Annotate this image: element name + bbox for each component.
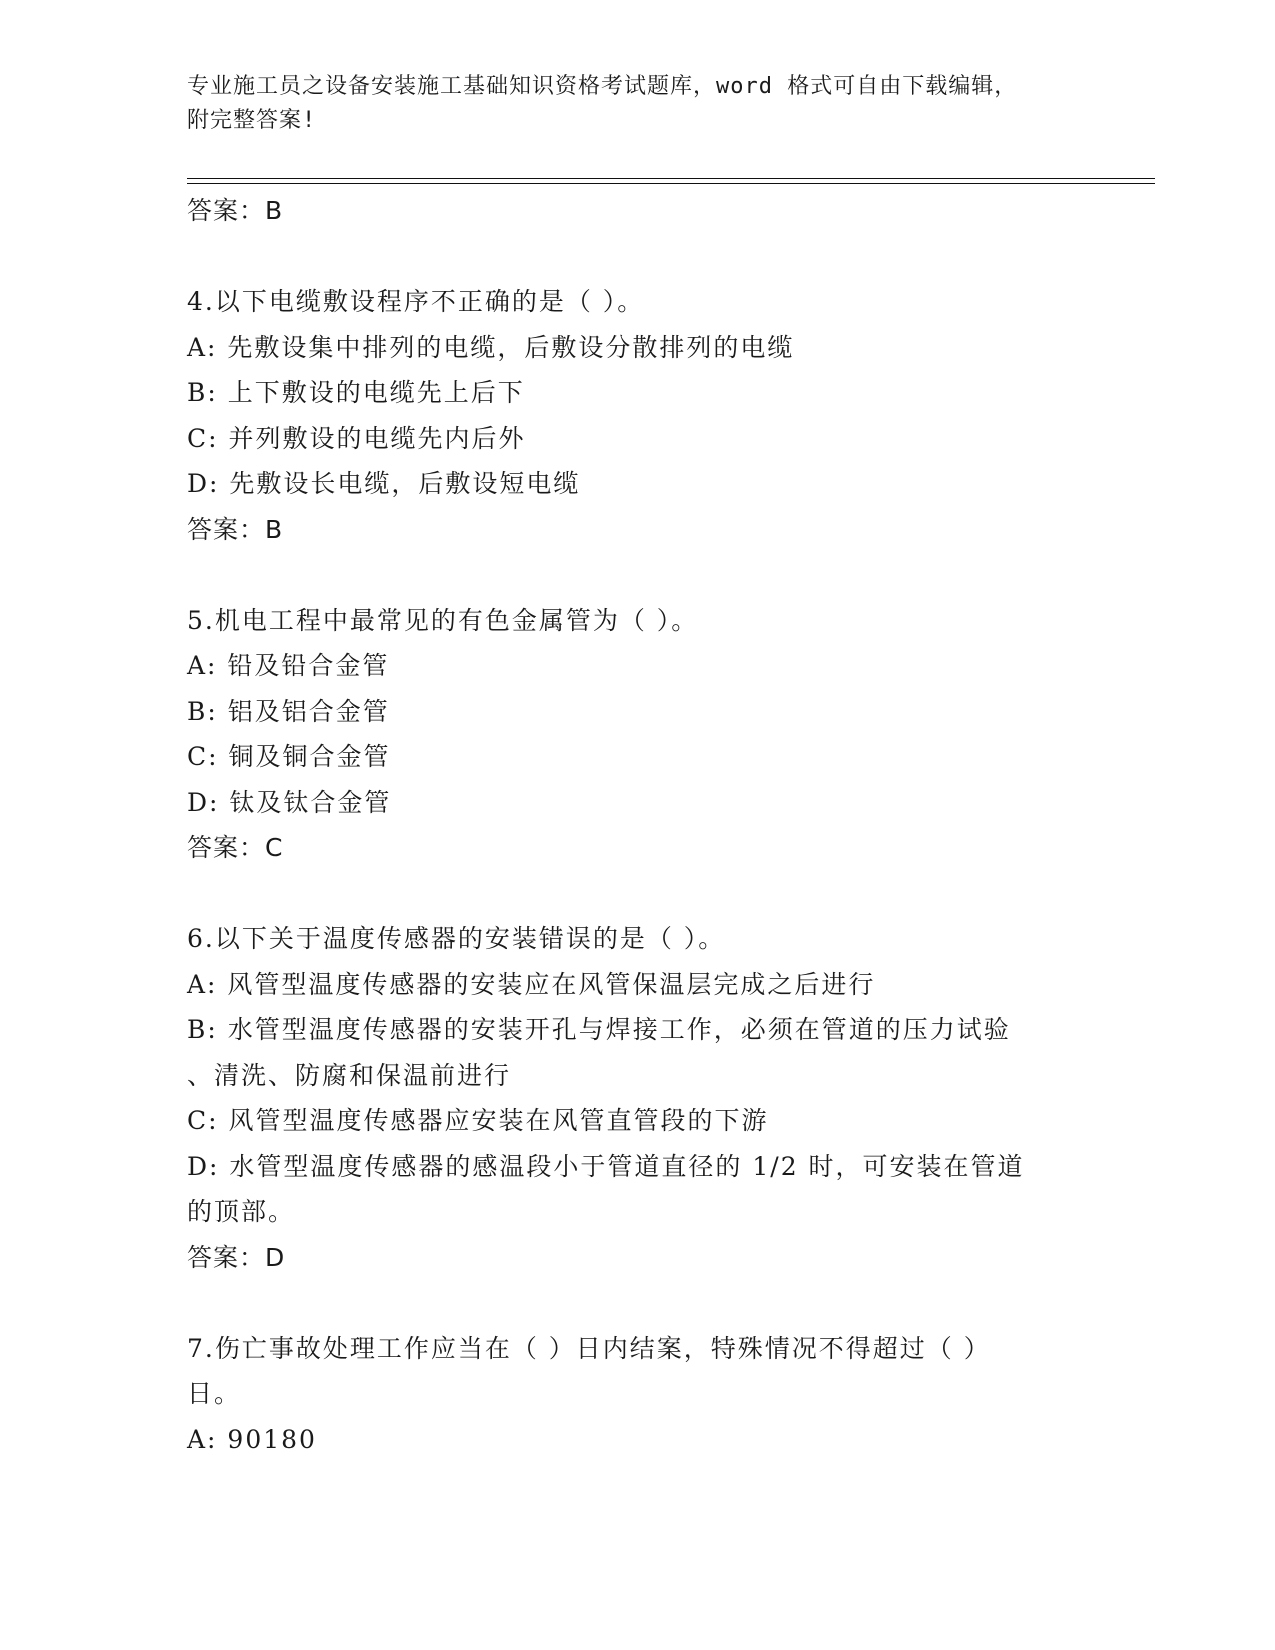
question-5 [187,598,1087,871]
option-b: B: 上下敷设的电缆先上后下 [187,378,525,407]
question-6 [187,916,1087,1280]
header-line-2: 附完整答案! [187,108,317,133]
header-divider-top [187,178,1155,179]
header-line-1: 专业施工员之设备安装施工基础知识资格考试题库，word 格式可自由下载编辑， [187,74,1018,99]
question-stem: 6.以下关于温度传感器的安装错误的是（ ）。 [187,924,726,953]
question-7 [187,1326,1087,1463]
option-a: A: 风管型温度传感器的安装应在风管保温层完成之后进行 [187,969,876,999]
option-d: D: 先敷设长电缆，后敷设短电缆 [187,469,581,498]
option-c: C: 铜及铜合金管 [187,742,391,771]
option-d-continued: 的顶部。 [187,1197,296,1226]
spacer [187,871,1087,917]
option-d: D: 水管型温度传感器的感温段小于管道直径的 1/2 时，可安装在管道 [187,1151,1025,1181]
option-b: B: 水管型温度传感器的安装开孔与焊接工作，必须在管道的压力试验 [187,1015,1011,1044]
option-a: A: 先敷设集中排列的电缆，后敷设分散排列的电缆 [187,332,795,362]
option-b-continued: 、清洗、防腐和保温前进行 [187,1060,512,1090]
header-divider-bottom [187,183,1155,184]
question-stem: 4.以下电缆敷设程序不正确的是（ ）。 [187,287,645,316]
option-b: B: 铝及铝合金管 [187,696,390,726]
question-stem-continued: 日。 [187,1379,242,1408]
spacer [187,234,1087,280]
document-header [187,70,1067,138]
question-list [187,188,1087,1462]
question-stem: 5.机电工程中最常见的有色金属管为（ ）。 [187,605,699,635]
option-a: A: 90180 [187,1424,317,1454]
answer: 答案：D [187,1242,286,1272]
option-c: C: 并列敷设的电缆先内后外 [187,423,526,453]
option-d: D: 钛及钛合金管 [187,787,392,817]
answer: 答案：B [187,514,284,544]
question-4 [187,279,1087,552]
spacer [187,552,1087,598]
option-c: C: 风管型温度传感器应安装在风管直管段的下游 [187,1106,769,1135]
spacer [187,1280,1087,1326]
answer: 答案：C [187,833,284,862]
answer-previous: 答案：B [187,196,284,225]
question-stem: 7.伤亡事故处理工作应当在（ ）日内结案，特殊情况不得超过（ ） [187,1333,991,1363]
option-a: A: 铅及铅合金管 [187,651,390,680]
